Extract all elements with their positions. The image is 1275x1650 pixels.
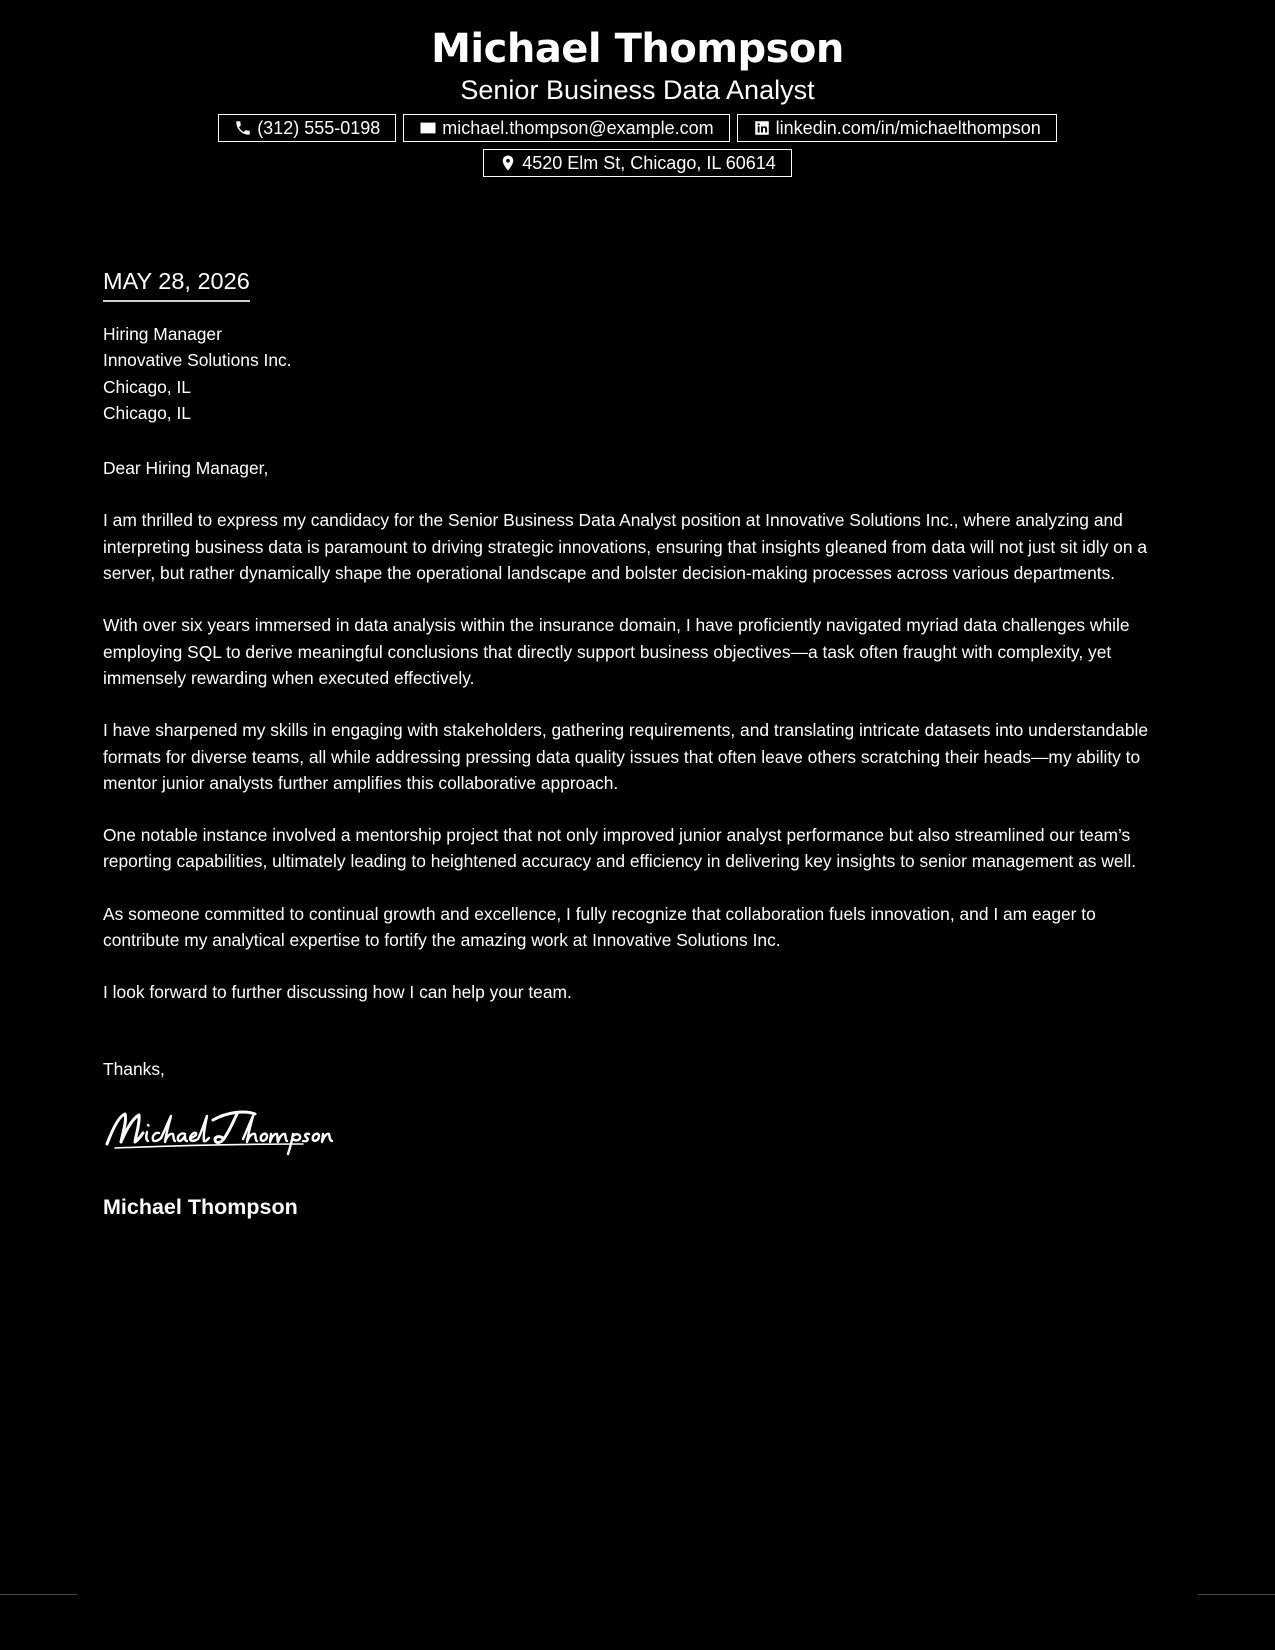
linkedin-icon (753, 119, 771, 137)
body-paragraph: I look forward to further discussing how I can help your team. (103, 982, 572, 1003)
recipient-line: Chicago, IL (103, 376, 191, 397)
signer-name: Michael Thompson (103, 1195, 298, 1220)
linkedin-contact[interactable] (737, 114, 1057, 142)
recipient-line: Hiring Manager (103, 324, 222, 344)
letterhead (0, 24, 1275, 177)
map-marker-icon (499, 154, 517, 172)
body-paragraph: I have sharpened my skills in engaging with stakeholders, gathering requirements, and translating intricate datasets into understandable formats for diverse teams, all while addressing pressing data quality issues that often leave others scratching their heads—my ability to mentor junior analysts further amplifies this collaborative approach. (103, 720, 1149, 793)
email-text: michael.thompson@example.com (442, 117, 714, 138)
phone-contact[interactable] (218, 114, 396, 142)
body-paragraph: With over six years immersed in data analysis within the insurance domain, I have proficiently navigated myriad data challenges while employing SQL to derive meaningful conclusions that directly support business objectives—a task often fraught with complexity, yet immensely rewarding when executed effectively. (103, 615, 1130, 688)
letter-body (103, 266, 1175, 1221)
phone-icon (234, 119, 252, 137)
address-contact[interactable] (483, 149, 792, 177)
body-paragraph: One notable instance involved a mentorship project that not only improved junior analyst performance but also streamlined our team’s reporting capabilities, ultimately leading to heightened accuracy and efficiency in delivering key insights to senior management as well. (103, 825, 1137, 872)
handwritten-signature (103, 1106, 363, 1156)
body-paragraph: I am thrilled to express my candidacy for the Senior Business Data Analyst position at Innovative Solutions Inc., where analyzing and interpreting business data is paramount to driving strategic innovations, ensuring that insights gleaned from data will not just sit idly on a server, but rather dynamically shape the operational landscape and bolster decision-making processes across various departments. (103, 510, 1148, 584)
applicant-name: Michael Thompson (431, 26, 844, 72)
greeting: Dear Hiring Manager, (103, 458, 269, 479)
recipient-line: Chicago, IL (103, 402, 191, 423)
recipient-block (103, 321, 1175, 426)
closing: Thanks, (103, 1058, 165, 1079)
envelope-icon (419, 119, 437, 137)
contact-row-secondary (0, 149, 1275, 177)
footer-divider-right (1198, 1594, 1275, 1595)
applicant-title: Senior Business Data Analyst (460, 75, 815, 105)
address-text: 4520 Elm St, Chicago, IL 60614 (522, 152, 776, 173)
contact-row-primary (0, 114, 1275, 142)
footer-divider-left (0, 1594, 77, 1595)
letter-date: MAY 28, 2026 (103, 266, 250, 302)
recipient-line: Innovative Solutions Inc. (103, 350, 292, 371)
phone-text: (312) 555-0198 (257, 117, 381, 138)
email-contact[interactable] (403, 114, 729, 142)
body-paragraph: As someone committed to continual growth and excellence, I fully recognize that collaboration fuels innovation, and I am eager to contribute my analytical expertise to fortify the amazing work at Innovative Solutions Inc. (103, 903, 1096, 951)
linkedin-text: linkedin.com/in/michaelthompson (775, 117, 1041, 138)
